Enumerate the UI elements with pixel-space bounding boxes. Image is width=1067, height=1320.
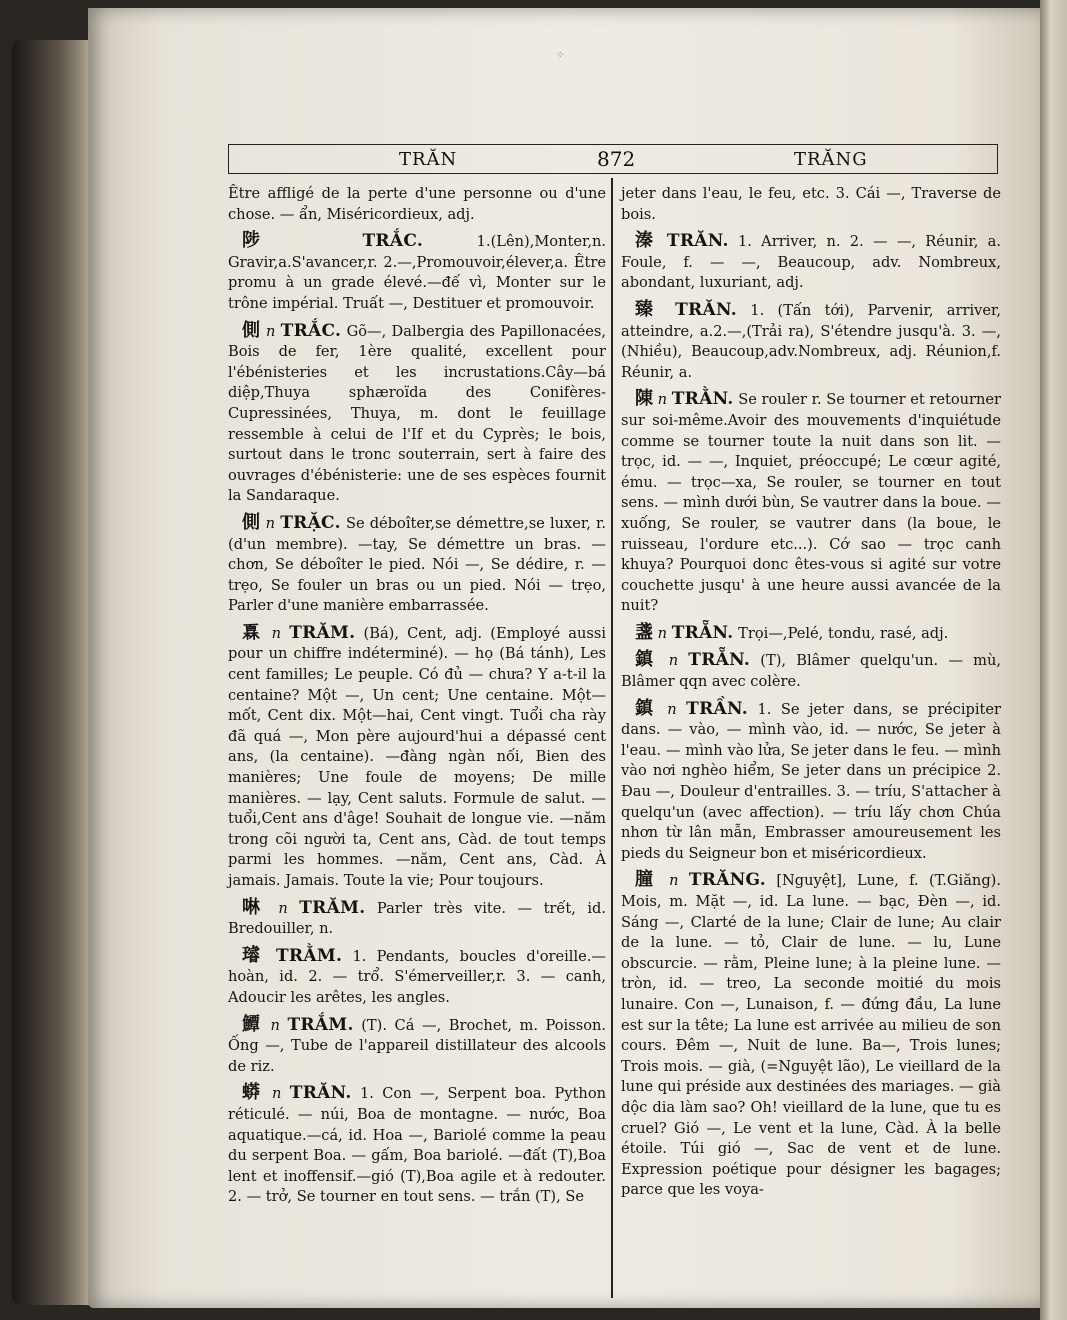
dictionary-entry: 朣 n TRĂNG. [Nguyệt], Lune, f. (T.Giăng). Mois, m. Mặt —, id. La lune. — bạc, Đèn —, id. Sáng —, Clarté de la lune; Clair de lune; Au clair de la lune. — tỏ, Clair de lune. — lu, Lune obscurcie. — rằm, Pleine lune; à la pleine lune. — tròn, id. — treo, La seconde moitié du mois lunaire. Con —, Lunaison, f. — đứng đầu, La lune est sur la tête; La lune est arrivée au milieu de son cours. Đêm —, Nuit de lune. Ba—, Trois lunes; Trois mois. — già, (=Nguyệt lão), Le vieillard de la lune qui préside aux destinées des mariages. — già dộc dia làm sao? Oh! vieillard de la lune, que tu es cruel? Gió —, Le vent et la lune, Càd. À la belle étoile. Túi gió —, Sac de vent et de lune. Expression poétique pour désigner les bagages; parce que les voya-	[621, 869, 1001, 1199]
chinese-character: 側	[242, 511, 261, 533]
dictionary-entry: 溱 TRĂN. 1. Arriver, n. 2. — —, Réunir, a. Foule, f. — —, Beaucoup, adv. Nombreux, abondant, luxuriant, adj.	[621, 230, 1002, 292]
chinese-character: 溱	[635, 230, 658, 252]
header-right-word: TRĂNG	[794, 149, 868, 170]
dictionary-entry: 鱏 n TRẮM. (T). Cá —, Brochet, m. Poisson. Ống —, Tube de l'appareil distillateur des alcools de riz.	[228, 1013, 607, 1075]
chinese-character: 璿	[242, 944, 266, 966]
headword: TRẰN.	[671, 389, 734, 410]
dictionary-entry: 側 n TRẶC. Se déboîter,se démettre,se luxer, r. (d'un membre). —tay, Se démettre un bras. — chơn, Se déboîter le pied. Nói —, Se dédire, r. — trẹo, Se fouler un bras ou un pied. Nói — trẹo, Parler d'une manière embarrassée.	[228, 511, 607, 615]
right-column	[621, 184, 1001, 1207]
chinese-character: 啉	[242, 896, 267, 918]
headword: TRẦN.	[686, 698, 749, 719]
headword: TRĂM.	[299, 897, 366, 918]
dictionary-entry: 陳 n TRẰN. Se rouler r. Se tourner et retourner sur soi-même.Avoir des mouvements d'inquiétude comme se tourner toute la nuit dans son lit. — trọc, id. — —, Inquiet, préoccupé; Le cœur agité, ému. — trọc—xa, Se rouler, se tourner en tout sens. — mình dưới bùn, Se vautrer dans la boue. — xuống, Se rouler, se vautrer dans (la boue, le ruisseau, l'ordure etc...). Cớ sao — trọc canh khuya? Pourquoi donc êtes-vous si agité sur votre couchette jusqu' à une heure aussi avancée de la nuit?	[621, 388, 1002, 615]
dictionary-entry: 𤾓 n TRĂM. (Bá), Cent, adj. (Employé aussi pour un chiffre indéterminé). — họ (Bá tánh), Les cent familles; Le peuple. Có đủ — chưa? Y a-t-il la centaine? Một —, Un cent; Une centaine. Một— mốt, Cent dix. Một—hai, Cent vingt. Tuổi cha rày đã quá —, Mon père aujourd'hui a dépassé cent ans, (la centaine). —đàng ngàn nối, Bien des manières; Une foule de moyens; De mille manières. — lạy, Cent saluts. Formule de salut. —tuổi,Cent ans d'âge! Souhait de longue vie. —năm trong cõi người ta, Cent ans, Càd. de tout temps parmi les hommes. —năm, Cent ans, Càd. À jamais. Jamais. Toute la vie; Pour toujours.	[228, 621, 607, 889]
entry-continuation: Être affligé de la perte d'une personne ou d'une chose. — ẩn, Miséricordieux, adj.	[228, 185, 606, 223]
dictionary-entry: 鎮 n TRẦN. 1. Se jeter dans, se précipiter dans. — vào, — mình vào, id. — nước, Se jeter à l'eau. — mình vào lửa, Se jeter dans le feu. — mình vào nơi nghèo hiểm, Se jeter dans un précipice 2. Đau —, Douleur d'entrailles. 3. — tríu, S'attacher à quelqu'un (avec affection). — tríu lấy chơn Chúa nhơn từ lân mẫn, Embrasser amoureusement les pieds du Seigneur bon et miséricordieux.	[621, 697, 1001, 862]
headword: TRẶC.	[280, 512, 341, 533]
chinese-character: 臻	[635, 298, 662, 320]
chinese-character: 側	[242, 319, 261, 341]
chinese-character: 𤾓	[242, 621, 264, 643]
headword: TRẴN.	[688, 650, 751, 671]
chinese-character: 鎮	[635, 649, 659, 671]
header-left-word: TRĂN	[399, 149, 458, 170]
headword: TRẮC.	[280, 320, 342, 341]
headword: TRĂN.	[675, 299, 737, 320]
dictionary-entry: 鎮 n TRẴN. (T), Blâmer quelqu'un. — mù, Blâmer qqn avec colère.	[621, 649, 1001, 691]
chinese-character: 陟	[242, 230, 309, 252]
headword: TRẮM.	[287, 1014, 354, 1035]
entry-continuation: jeter dans l'eau, le feu, etc. 3. Cái —, Traverse de bois.	[621, 185, 1001, 223]
headword: TRẮC.	[362, 231, 424, 252]
facing-page-edge	[1040, 0, 1067, 1320]
headword: TRĂM.	[289, 622, 356, 643]
headword: TRẴN.	[671, 622, 734, 643]
headword: TRĂNG.	[688, 870, 766, 891]
dictionary-entry: 盞 n TRẴN. Trọi—,Pelé, tondu, rasé, adj.	[635, 621, 949, 643]
dictionary-entry: 陟 TRẮC. 1.(Lên),Monter,n. Gravir,a.S'avancer,r. 2.—,Promouvoir,élever,a. Être promu à un grade élevé.—đế vì, Monter sur le trône impérial. Truất —, Destituer et promouvoir.	[228, 230, 607, 312]
page-number: 872	[597, 147, 636, 171]
book-spine-edge	[12, 40, 90, 1305]
corner-mark: ⁘	[556, 50, 565, 61]
chinese-character: 朣	[635, 869, 659, 891]
left-column	[228, 184, 606, 1214]
column-divider	[611, 178, 613, 1298]
chinese-character: 鱏	[242, 1013, 263, 1035]
dictionary-entry: 璿 TRẰM. 1. Pendants, boucles d'oreille.— hoàn, id. 2. — trổ. S'émerveiller,r. 3. — canh, Adoucir les arêtes, les angles.	[228, 944, 607, 1006]
headword: TRẰM.	[275, 945, 343, 966]
chinese-character: 蟒	[242, 1082, 264, 1104]
chinese-character: 盞	[635, 621, 653, 643]
chinese-character: 陳	[635, 388, 654, 410]
headword: TRĂN.	[289, 1083, 352, 1104]
page-header	[228, 144, 998, 174]
headword: TRĂN.	[666, 231, 729, 252]
dictionary-entry: 臻 TRĂN. 1. (Tấn tới), Parvenir, arriver, atteindre, a.2.—,(Trải ra), S'étendre jusqu'à. 3. —, (Nhiều), Beaucoup,adv.Nombreux, adj. Réunion,f. Réunir, a.	[621, 298, 1002, 381]
dictionary-entry: 啉 n TRĂM. Parler très vite. — trết, id. Bredouiller, n.	[228, 896, 607, 938]
dictionary-entry: 側 n TRẮC. Gõ—, Dalbergia des Papillonacées, Bois de fer, 1ère qualité, excellent pour l'ébénisteries et les incrustations.Cây—bá diệp,Thuya sphæroïda des Conifères-Cupressinées, Thuya, m. dont le feuillage ressemble à celui de l'If et du Cyprès; le bois, surtout dans le tronc souterrain, sert à faire des ouvrages d'ébénisterie: une de ses espèces fournit la Sandaraque.	[228, 319, 607, 505]
dictionary-entry: 蟒 n TRĂN. 1. Con —, Serpent boa. Python réticulé. — núi, Boa de montagne. — nước, Boa aquatique.—cá, id. Hoa —, Bariolé comme la peau du serpent Boa. — gấm, Boa bariolé. —đất (T),Boa lent et inoffensif.—gió (T),Boa agile et à redouter. 2. — trở, Se tourner en tout sens. — trắn (T), Se	[228, 1082, 607, 1206]
chinese-character: 鎮	[635, 697, 658, 719]
